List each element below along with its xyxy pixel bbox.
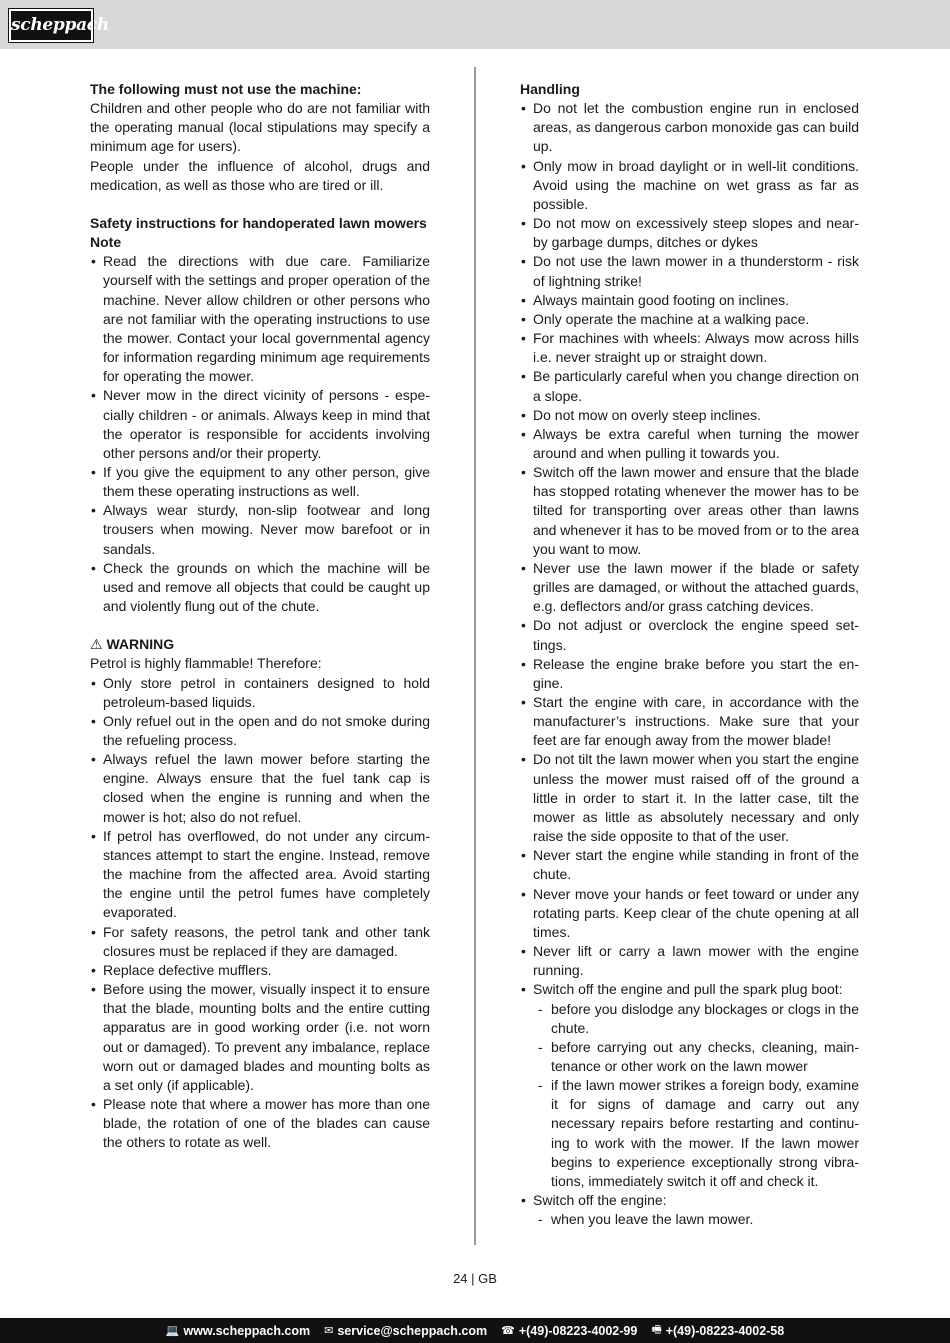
sub-list-item: - when you leave the lawn mower. [533,1210,859,1229]
heading-handling: Handling [520,81,580,97]
list-item: • Read the directions with due care. Familiarize yourself with the settings and proper operation of the machine. Never allow children or other persons who are not familiar with the operating instructions to use the mower. Contact your local governmental agency for information regarding minimum age requirements for operating the mower. [90,252,430,386]
footer-email[interactable] [324,1324,487,1338]
right-column [520,80,859,1229]
phone-text: +(49)-08223-4002-99 [518,1323,638,1338]
switch-off-text: Switch off the engine: [533,1192,667,1209]
list-item: • If petrol has overflowed, do not under any circumstances attempt to start the engine. Instead, remove the machine from the affected area. Avoid starting the engine until the petrol fumes have completely evaporated. [90,827,430,923]
list-item: • For machines with wheels: Always mow across hills i.e. never straight up or straight down. [520,329,859,367]
handling-list [520,99,859,1229]
footer-bar [0,1318,950,1343]
list-item: • Do not adjust or overclock the engine speed settings. [520,616,859,654]
list-item: • Start the engine with care, in accordance with the manufacturer’s instructions. Make sure that your feet are far enough away from the mower blade! [520,693,859,750]
warning-intro: Petrol is highly flammable! Therefore: [90,655,322,672]
note-list [90,252,430,616]
switch-off-sublist [533,1210,859,1229]
list-item: • Before using the mower, visually inspect it to ensure that the blade, mounting bolts and the entire cutting apparatus are in good working order (i.e. not worn out or damaged). To prevent any imbalance, replace worn out or damaged blades and mounting bolts as a set only (if applicable). [90,980,430,1095]
list-item: • Always maintain good footing on inclines. [520,291,859,310]
list-item: • Do not tilt the lawn mower when you start the engine unless the mower must raised off of the ground a little in order to start it. In the latter case, tilt the mower as little as absolutely necessary and only raise the side opposite to that of the user. [520,750,859,846]
heading-safety-instructions: Safety instructions for handoperated lawn mowers [90,214,427,231]
list-item-switch-off [520,1191,859,1229]
list-item: • Do not mow on excessively steep slopes and nearby garbage dumps, ditches or dykes [520,214,859,252]
paragraph-children: Children and other people who do are not familiar with the operating manual (local stipulations may specify a minimum age for users). [90,100,430,155]
list-item: • Only store petrol in containers designed to hold petroleum-based liquids. [90,674,430,712]
list-item: • For safety reasons, the petrol tank and other tank closures must be replaced if they are damaged. [90,923,430,961]
phone-icon: ☎ [501,1325,515,1337]
list-item: • Replace defective mufflers. [90,961,430,980]
list-item: • Release the engine brake before you start the engine. [520,655,859,693]
list-item: • Do not mow on overly steep inclines. [520,406,859,425]
list-item: • Never move your hands or feet toward or under any rotating parts. Keep clear of the chute opening at all times. [520,885,859,942]
left-column [90,80,430,1152]
list-item: • Only refuel out in the open and do not smoke during the refueling process. [90,712,430,750]
list-item: • Never start the engine while standing in front of the chute. [520,846,859,884]
heading-must-not-use: The following must not use the machine: [90,81,362,97]
list-item: • Never lift or carry a lawn mower with the engine running. [520,942,859,980]
list-item: • If you give the equipment to any other person, give them these operating instructions as well. [90,463,430,501]
list-item: • Only mow in broad daylight or in well-lit conditions. Avoid using the machine on wet grass as far as possible. [520,157,859,214]
sub-list-item: - before you dislodge any blockages or clogs in the chute. [533,1000,859,1038]
list-item: • Always be extra careful when turning the mower around and when pulling it towards you. [520,425,859,463]
warning-triangle-icon: ⚠ [90,636,103,653]
heading-note: Note [90,234,122,251]
fax-text: +(49)-08223-4002-58 [665,1323,785,1338]
footer-phone[interactable] [501,1324,637,1338]
sub-list-item: - if the lawn mower strikes a foreign body, examine it for signs of damage and carry out any necessary repairs before restarting and continuing to work with the mower. If the lawn mower begins to experience exceptionally strong vibrations, immediately switch it off and check it. [533,1076,859,1191]
footer-website[interactable] [166,1324,310,1338]
header-bar [0,0,950,49]
website-text: www.scheppach.com [183,1323,311,1338]
envelope-icon: ✉ [324,1325,334,1337]
list-item: • Never mow in the direct vicinity of persons - especially children - or animals. Always keep in mind that the operator is responsible for accidents involving other persons and/or their property. [90,386,430,463]
warning-heading-text: WARNING [106,636,175,653]
page-number: 24 | GB [453,1271,497,1286]
list-item: • Always refuel the lawn mower before starting the engine. Always ensure that the fuel tank cap is closed when the engine is running and when the mower is hot; also do not refuel. [90,750,430,827]
scheppach-logo: scheppach [9,9,93,42]
list-item: • Do not use the lawn mower in a thunderstorm - risk of lightning strike! [520,252,859,290]
list-item: • Please note that where a mower has more than one blade, the rotation of one of the blades can cause the others to rotate as well. [90,1095,430,1152]
list-item-spark-plug [520,980,859,1191]
email-text: service@scheppach.com [337,1323,488,1338]
spark-plug-sublist [533,1000,859,1192]
list-item: • Be particularly careful when you change direction on a slope. [520,367,859,405]
list-item: • Check the grounds on which the machine will be used and remove all objects that could be caught up and violently flung out of the chute. [90,559,430,616]
column-divider [474,67,476,1245]
computer-icon: 💻 [165,1325,180,1337]
list-item: • Switch off the lawn mower and ensure that the blade has stopped rotating whenever the mower has to be tilted for transporting over areas other than lawns and whenever it has to be moved from or to the area you want to mow. [520,463,859,559]
list-item: • Only operate the machine at a walking pace. [520,310,859,329]
paragraph-influence: People under the influence of alcohol, drugs and medication, as well as those who are tired or ill. [90,157,430,193]
footer-fax[interactable] [651,1321,784,1340]
list-item: • Never use the lawn mower if the blade or safety grilles are damaged, or without the attached guards, e.g. deflectors and/or grass catching devices. [520,559,859,616]
warning-list [90,674,430,1153]
list-item: • Always wear sturdy, non-slip footwear and long trousers when mowing. Never mow barefoot or in sandals. [90,501,430,558]
spark-plug-text: Switch off the engine and pull the spark plug boot: [533,981,843,998]
fax-icon: 🖷 [651,1324,662,1336]
list-item: • Do not let the combustion engine run in enclosed areas, as dangerous carbon monoxide gas can build up. [520,99,859,156]
sub-list-item: - before carrying out any checks, cleaning, maintenance or other work on the lawn mower [533,1038,859,1076]
warning-heading [90,635,430,654]
